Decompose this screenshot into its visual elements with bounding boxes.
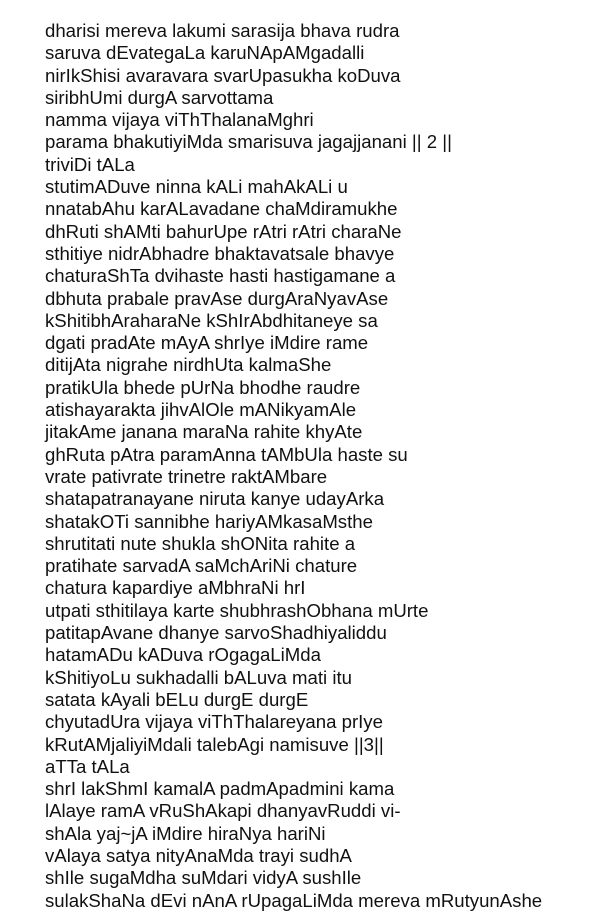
text-line: triviDi tALa <box>45 153 135 175</box>
text-line: dhRuti shAMti bahurUpe rAtri rAtri charaNe <box>45 220 402 242</box>
text-line: pratihate sarvadA saMchAriNi chature <box>45 555 358 577</box>
text-line: ghRuta pAtra paramAnna tAMbUla haste su <box>45 443 408 465</box>
text-line: kShitibhAraharaNe kShIrAbdhitaneye sa <box>45 309 378 331</box>
text-line: hatamADu kADuva rOgagaLiMda <box>45 644 321 666</box>
text-line: shrutitati nute shukla shONita rahite a <box>45 532 356 554</box>
text-line: siribhUmi durgA sarvottama <box>45 86 274 108</box>
document-text <box>45 20 585 912</box>
text-line: ditijAta nigrahe nirdhUta kalmaShe <box>45 354 332 376</box>
text-line: sthitiye nidrAbhadre bhaktavatsale bhavye <box>45 242 395 264</box>
text-line: chatura kapardiye aMbhraNi hrI <box>45 577 306 599</box>
text-line: shatakOTi sannibhe hariyAMkasaMsthe <box>45 510 373 532</box>
text-line: sulakShaNa dEvi nAnA rUpagaLiMda mereva mRutyunAshe <box>45 889 543 911</box>
text-line: chyutadUra vijaya viThThalareyana prIye <box>45 711 383 733</box>
text-line: vrate pativrate trinetre raktAMbare <box>45 465 328 487</box>
text-line: chaturaShTa dvihaste hasti hastigamane a <box>45 265 396 287</box>
text-line: vAlaya satya nityAnaMda trayi sudhA <box>45 844 352 866</box>
text-line: jitakAme janana maraNa rahite khyAte <box>45 421 363 443</box>
text-line: satata kAyali bELu durgE durgE <box>45 688 309 710</box>
text-line: dharisi mereva lakumi sarasija bhava rudra <box>45 20 400 41</box>
text-line: shIle sugaMdha suMdari vidyA sushIle <box>45 867 362 889</box>
text-line: atishayarakta jihvAlOle mANikyamAle <box>45 399 357 421</box>
text-line: shrI lakShmI kamalA padmApadmini kama <box>45 778 395 800</box>
text-line: utpati sthitilaya karte shubhrashObhana mUrte <box>45 599 429 621</box>
text-line: pratikUla bhede pUrNa bhodhe raudre <box>45 376 361 398</box>
text-line: kShitiyoLu sukhadalli bALuva mati itu <box>45 666 352 688</box>
text-line: dbhuta prabale pravAse durgAraNyavAse <box>45 287 389 309</box>
text-line: parama bhakutiyiMda smarisuva jagajjanani || 2 || <box>45 131 452 153</box>
text-line: shatapatranayane niruta kanye udayArka <box>45 488 385 510</box>
text-line: shAla yaj~jA iMdire hiraNya hariNi <box>45 822 326 844</box>
text-line: saruva dEvategaLa karuNApAMgadalli <box>45 42 365 64</box>
text-line: aTTa tALa <box>45 755 130 777</box>
text-line: patitapAvane dhanye sarvoShadhiyaliddu <box>45 622 387 644</box>
text-line: dgati pradAte mAyA shrIye iMdire rame <box>45 332 369 354</box>
text-line: kRutAMjaliyiMdali talebAgi namisuve ||3|| <box>45 733 384 755</box>
text-line: lAlaye ramA vRuShAkapi dhanyavRuddi vi- <box>45 800 401 822</box>
text-line: namma vijaya viThThalanaMghri <box>45 109 314 131</box>
text-line: nnatabAhu karALavadane chaMdiramukhe <box>45 198 398 220</box>
text-line: nirIkShisi avaravara svarUpasukha koDuva <box>45 64 401 86</box>
text-line: stutimADuve ninna kALi mahAkALi u <box>45 176 348 198</box>
